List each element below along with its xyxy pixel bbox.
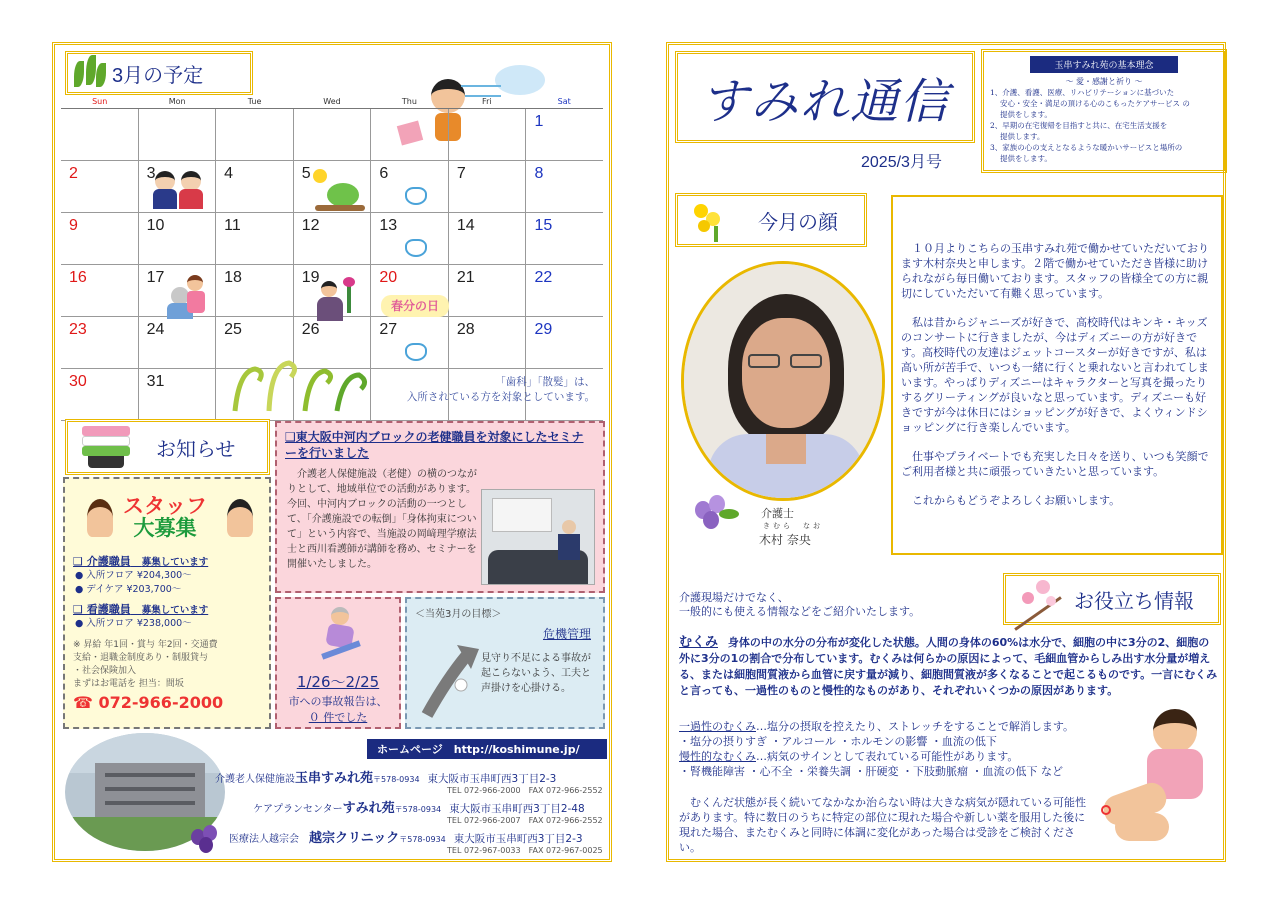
temporary-edema-causes: ・塩分の摂りすぎ ・アルコール ・ホルモンの影響 ・血流の低下: [679, 735, 997, 748]
calendar-day: 21: [449, 265, 527, 316]
calendar-day: [61, 109, 139, 160]
calendar-day: 12: [294, 213, 372, 264]
left-page: [52, 42, 612, 862]
homepage-link[interactable]: ホームページ http://koshimune.jp/: [367, 739, 607, 759]
philosophy-subtitle: ～ 愛・感謝と祈り ～: [1065, 77, 1143, 86]
calendar-day: 22: [534, 269, 553, 286]
seminar-body: 介護老人保健施設（老健）の横のつながりとして、地域単位での活動があります。今回、中河内ブロックの活動の一つとして、「介護施設での転倒」「身体拘束について」という内容で、当施設の岡﨑理学療法士と西川看護師が講師を務め、セミナーを開催いたしました。: [287, 469, 477, 570]
philosophy-item-2b: 提供します。: [1000, 132, 1045, 141]
goal-body: 見守り不足による事故が起こらないよう、工夫と声掛けを心掛ける。: [481, 653, 591, 694]
job-nurse-title: ❑ 看護職員 募集しています: [73, 603, 209, 616]
staff-boy-icon: [227, 499, 253, 537]
staff-role: 介護士: [761, 507, 794, 520]
job-care-line1: ● 入所フロア ¥204,300～: [75, 570, 192, 581]
calendar-day: 15: [534, 217, 553, 234]
calendar-day: 7: [449, 161, 527, 212]
notice-title: お知らせ: [156, 438, 236, 461]
staff-name-ruby: きむら なお: [763, 522, 823, 530]
intro-paragraph: これからもどうぞよろしくお願いします。: [912, 494, 1121, 507]
weekday-header: [61, 97, 603, 109]
issue-date: 2025/3月号: [861, 154, 942, 171]
philosophy-item-1b: 安心・安全・満足の頂ける心のこもったケアサービス の: [1000, 99, 1190, 108]
edema-explanation: [679, 635, 1219, 699]
philosophy-item-1: 1、介護、看護、医療、リハビリテーションに基づいた: [990, 88, 1175, 97]
calendar-day: 24: [139, 317, 217, 368]
notice-title-box: [65, 419, 270, 475]
calendar-week: [61, 213, 603, 265]
recruit-phone[interactable]: ☎ 072-966-2000: [73, 693, 224, 712]
calendar-day: 29: [534, 321, 553, 338]
newsletter-title: すみれ通信: [699, 73, 950, 130]
accident-report-box: [275, 597, 401, 729]
schedule-title-box: [65, 51, 253, 95]
calendar-week: [61, 109, 603, 161]
face-title: 今月の顔: [758, 211, 838, 234]
calendar-day: 4: [216, 161, 294, 212]
calendar-day: 8: [534, 165, 544, 182]
staff-introduction: [891, 195, 1223, 555]
weekday-sat: Sat: [557, 97, 571, 106]
rapeseed-flower-icon: [684, 198, 740, 242]
calendar-day: 2: [61, 161, 139, 212]
falling-elder-icon: [319, 607, 363, 663]
staff-name: 木村 奈央: [759, 533, 811, 547]
calendar-day: [216, 109, 294, 160]
philosophy-title: 玉串すみれ苑の基本理念: [1030, 56, 1178, 73]
calendar-day: 3: [139, 161, 217, 212]
hishimochi-icon: [74, 424, 138, 470]
calendar-day: 23: [61, 317, 139, 368]
recruit-notes: ※ 昇給 年1回・賞与 年2回・交通費 支給・退職金制度あり・制服貸与 ・社会保険加入 まずはお電話を 担当：間坂: [73, 640, 218, 689]
useful-info-title: お役立ち情報: [1074, 590, 1194, 613]
edema-causes: 一過性のむくみ…塩分の摂取を控えたり、ストレッチをすることで解消します。 ・塩分の摂りすぎ ・アルコール ・ホルモンの影響 ・血流の低下 慢性的なむくみ…病気のサインとして表れている可能性があります。 ・腎機能障害 ・心不全 ・栄養失調 ・肝硬変 ・下肢動脈瘤 ・血流の低下 など: [679, 719, 1119, 779]
calendar-day: 30: [61, 369, 139, 420]
calendar-day: 28: [449, 317, 527, 368]
newsletter-title-box: [675, 51, 975, 143]
temporary-edema-label: 一過性のむくみ: [679, 720, 756, 733]
calendar-day: 9: [61, 213, 139, 264]
calendar-day: 10: [139, 213, 217, 264]
accident-period: 1/26～2/25: [296, 673, 380, 691]
staff-recruit-box: [63, 477, 271, 729]
useful-info-title-box: [1003, 573, 1221, 625]
philosophy-item-3: 3、家族の心の支えとなるような暖かいサービスと場所の: [990, 143, 1183, 152]
calendar-day: 20: [371, 265, 449, 316]
violet-flower-icon: [191, 825, 221, 855]
calendar-day: 5: [294, 161, 372, 212]
calendar-day: 26: [294, 317, 372, 368]
weekday-thu: Thu: [401, 97, 417, 106]
face-title-box: [675, 193, 867, 247]
calendar-day: 16: [61, 265, 139, 316]
flower-arranging-icon: [317, 273, 367, 323]
calendar-day: [294, 109, 372, 160]
calendar-note: [407, 375, 595, 405]
schedule-title: 3月の予定: [112, 64, 204, 87]
intro-paragraph: 仕事やプライベートでも充実した日々を送り、いつも笑顔でご利用者様と共に頑張っていきたいと思っています。: [901, 450, 1209, 478]
chronic-edema-label: 慢性的なむくみ: [679, 750, 756, 763]
weekday-wed: Wed: [323, 97, 341, 106]
job-nurse-line1: ● 入所フロア ¥238,000～: [75, 618, 192, 629]
violet-flower-icon: [689, 491, 745, 541]
facility-3: 医療法人越宗会 越宗クリニック〒578-0934 東大阪市玉串町西3丁目2-3: [229, 831, 583, 846]
calendar-day: 18: [216, 265, 294, 316]
staff-portrait: [681, 261, 885, 501]
calendar-day: 14: [449, 213, 527, 264]
recruit-headline-2: 大募集: [133, 516, 197, 540]
calendar-note-line2: 入所されている方を対象としています。: [406, 391, 595, 403]
philosophy-box: [981, 49, 1227, 173]
facility-1-tel: TEL 072-966-2000 FAX 072-966-2552: [447, 786, 603, 795]
job-care-line2: ● デイケア ¥203,700～: [75, 584, 182, 595]
calendar-day: 11: [216, 213, 294, 264]
calendar-day: [449, 109, 527, 160]
accident-count: ０ 件でした: [308, 711, 368, 724]
frog-sun-icon: [311, 169, 367, 213]
right-page: [666, 42, 1226, 862]
seminar-photo: [481, 489, 595, 585]
intro-paragraph: １０月よりこちらの玉串すみれ苑で働かせていただいております木村奈央と申します。２階で働かせていただき皆様に助けられながら毎日働いております。スタッフの皆様全ての方に親切にしていただいて有難く思っています。: [901, 242, 1209, 300]
fern-illustration: [225, 351, 375, 415]
philosophy-item-3b: 提供をします。: [1000, 154, 1052, 163]
calendar-day: 1: [534, 113, 544, 130]
calendar-day: 17: [139, 265, 217, 316]
calendar-day: 25: [216, 317, 294, 368]
philosophy-item-2: 2、早期の在宅復帰を目指すと共に、在宅生活支援を: [990, 121, 1168, 130]
edema-keyword: むくみ: [679, 635, 719, 650]
sprout-icon: [68, 53, 112, 93]
calendar-day: 6: [371, 161, 449, 212]
accident-line1: 市への事故報告は、: [288, 695, 388, 708]
chronic-edema-causes: ・腎機能障害 ・心不全 ・栄養失調 ・肝硬変 ・下肢動脈瘤 ・血流の低下 など: [679, 765, 1063, 778]
edema-warning: むくんだ状態が長く続いてなかなか治らない時は大きな病気が隠れている可能性があります。特に数日のうちに特定の部位に現れた場合や新しい薬を服用した後に現れた場合、またむくみと同時に体調に変化があった場合は受診をご検討ください。: [679, 796, 1086, 854]
equinox-label: [381, 295, 449, 317]
facility-1: 介護老人保健施設玉串すみれ苑〒578-0934 東大阪市玉串町西3丁目2-3: [215, 771, 557, 786]
holiday-label: 春分の日: [390, 299, 439, 313]
intro-paragraph: 私は昔からジャニーズが好きで、高校時代はキンキ・キッズのコンサートに行きましたが、今はディズニーの方が好きです。高校時代の友達はジェットコースターが好きですが、私は高い所が苦手で、いつも一緒に行くと乗れないと言われてしまいます。やっぱりディズニーはキャラクターと写真を撮ったりするグリーティングが良いなと思っています。ディズニーも好きですが今は休日にはショッピングが好きで、よくウィンドショッピングに行き楽しんでいます。: [901, 316, 1209, 434]
calendar-day: [139, 109, 217, 160]
seminar-box: [275, 421, 605, 593]
haircut-icon: [167, 273, 207, 319]
goal-title: 危機管理: [542, 627, 591, 641]
tooth-icon: [405, 239, 427, 257]
swollen-leg-woman-illustration: [1097, 709, 1221, 849]
weekday-sun: Sun: [92, 97, 108, 106]
facility-2: ケアプランセンターすみれ苑〒578-0934 東大阪市玉串町西3丁目2-48: [253, 801, 585, 816]
recruit-headline: [73, 485, 261, 549]
facility-2-tel: TEL 072-966-2007 FAX 072-966-2552: [447, 816, 603, 825]
facility-3-tel: TEL 072-967-0033 FAX 072-967-0025: [447, 846, 603, 855]
tooth-icon: [405, 187, 427, 205]
goal-header: ＜当苑3月の目標＞: [415, 609, 502, 620]
hina-dolls-icon: [153, 167, 205, 211]
seminar-title: ❑東大阪中河内ブロックの老健職員を対象にしたセミナーを行いました: [285, 430, 584, 460]
cherry-blossom-icon: [1006, 576, 1066, 622]
staff-girl-icon: [87, 499, 113, 537]
monthly-goal-box: [405, 597, 605, 729]
tooth-icon: [405, 343, 427, 361]
calendar-day: [371, 109, 449, 160]
job-care-title: ❑ 介護職員 募集しています: [73, 555, 209, 568]
philosophy-item-1c: 提供をします。: [1000, 110, 1052, 119]
weekday-tue: Tue: [247, 97, 262, 106]
weekday-mon: Mon: [168, 97, 186, 106]
weekday-fri: Fri: [482, 97, 492, 106]
calendar-day: 27: [371, 317, 449, 368]
calendar-day: 13: [371, 213, 449, 264]
calendar-day: 31: [139, 369, 217, 420]
edema-text: 身体の中の水分の分布が変化した状態。人間の身体の60%は水分で、細胞の中に3分の2、細胞の外に3分の1の割合で分布しています。むくみは何らかの原因によって、毛細血管からしみ出す水分量が増える、または細胞間質液から血管に戻す量が減り、細胞間質液が多くなることで起こるものです。一言にむくみと言っても、一過性のものと慢性的なものがあり、それぞれいくつかの原因があります。: [679, 636, 1218, 697]
calendar-note-line1: 「歯科」「散髪」は、: [495, 376, 595, 388]
useful-info-intro: 介護現場だけでなく、 一般的にも使える情報などをご紹介いたします。: [679, 591, 921, 618]
calendar-day: 19: [294, 265, 372, 316]
recruit-headline-1: スタッフ: [123, 494, 207, 518]
